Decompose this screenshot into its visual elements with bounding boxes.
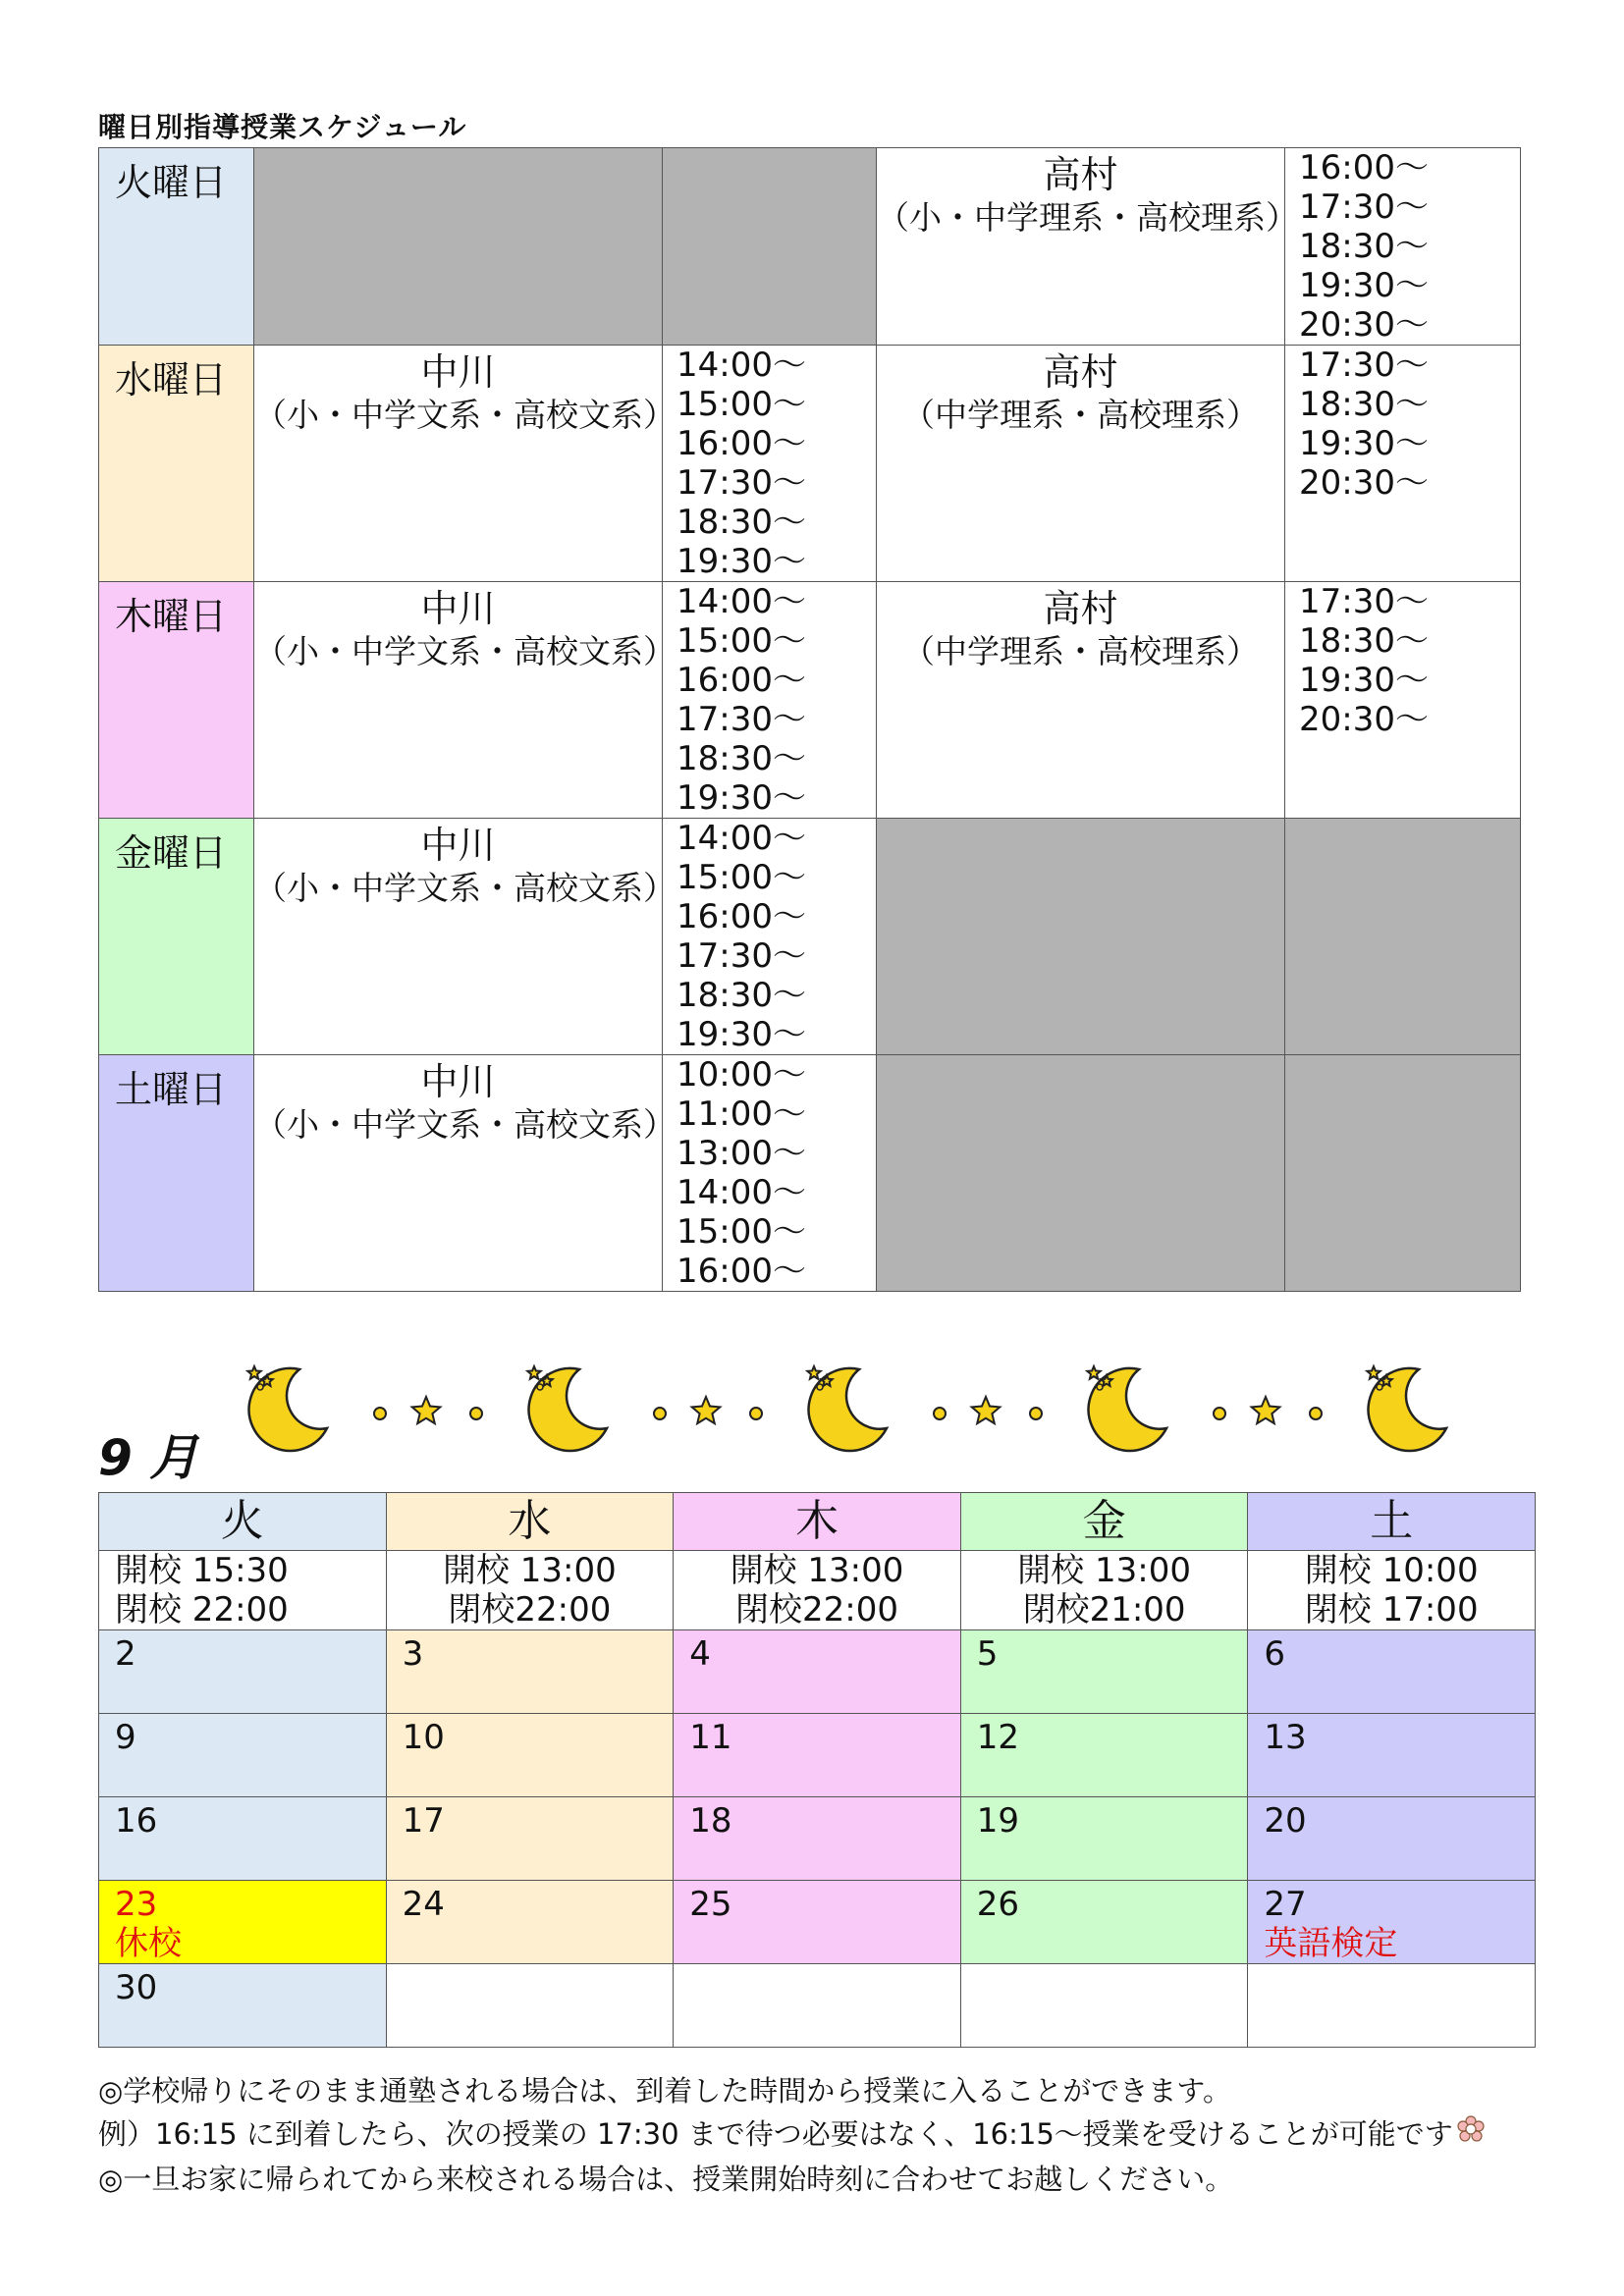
teacher-name: 高村 — [1043, 350, 1118, 394]
day-number: 13 — [1264, 1718, 1307, 1757]
time-slot: 20:30～ — [1299, 305, 1429, 345]
moon-icon — [807, 1366, 887, 1451]
time-slot: 18:30～ — [1299, 621, 1429, 661]
teacher-subjects: （中学理系・高校理系） — [902, 396, 1259, 434]
teacher-cell — [254, 148, 663, 346]
schedule-row — [99, 1055, 1521, 1292]
teacher-cell — [877, 819, 1285, 1055]
hours-line: 閉校 17:00 — [1304, 1590, 1479, 1629]
opening-hours — [960, 1551, 1248, 1630]
day-number: 9 — [115, 1718, 136, 1757]
day-cell: 火曜日 — [99, 148, 254, 346]
hours-line: 閉校 22:00 — [115, 1590, 289, 1629]
calendar-weekday-header: 木 — [674, 1493, 961, 1551]
calendar-day-cell — [960, 1964, 1248, 2048]
teacher-name: 中川 — [420, 1060, 496, 1103]
calendar-day-cell — [1248, 1714, 1536, 1797]
teacher-subjects: （小・中学文系・高校文系） — [254, 396, 676, 434]
dot-icon — [934, 1408, 946, 1419]
time-slot: 19:30～ — [1299, 661, 1429, 700]
time-slot: 15:00～ — [677, 858, 806, 897]
hours-line: 開校 13:00 — [442, 1551, 617, 1590]
calendar-day-cell — [99, 1797, 387, 1881]
moon-icon — [247, 1366, 327, 1451]
calendar-day-cell — [674, 1630, 961, 1714]
day-number: 2 — [115, 1634, 136, 1674]
day-cell: 土曜日 — [99, 1055, 254, 1292]
moon-star-decoration — [241, 1360, 1458, 1458]
time-slot: 18:30～ — [677, 503, 806, 542]
time-slot: 16:00～ — [677, 897, 806, 936]
moon-icon — [527, 1366, 607, 1451]
hours-line: 開校 15:30 — [115, 1551, 289, 1590]
hours-line: 閉校21:00 — [1022, 1590, 1186, 1629]
calendar-day-cell — [386, 1964, 674, 2048]
teacher-name: 高村 — [1043, 587, 1118, 630]
star-icon — [1252, 1397, 1280, 1423]
teacher-name: 中川 — [420, 587, 496, 630]
footer-line-1: ◎学校帰りにそのまま通塾される場合は、到着した時間から授業に入ることができます。 — [98, 2074, 1231, 2108]
day-note: 休校 — [115, 1924, 182, 1963]
calendar-day-cell — [386, 1714, 674, 1797]
teacher-cell — [254, 1055, 676, 1292]
calendar-day-cell — [960, 1881, 1248, 1964]
teacher-subjects: （小・中学理系・高校理系） — [877, 198, 1298, 237]
schedule-row — [99, 148, 1521, 346]
schedule-row — [99, 346, 1521, 582]
footer-line-2: 例）16:15 に到着したら、次の授業の 17:30 まで待つ必要はなく、16:15～授業を受けることが可能です — [98, 2112, 1487, 2158]
time-slot: 15:00～ — [677, 385, 806, 424]
time-slot: 15:00～ — [677, 621, 806, 661]
footer-line-3: ◎一旦お家に帰られてから来校される場合は、授業開始時刻に合わせてお越しください。 — [98, 2163, 1234, 2196]
month-label: 9 月 — [98, 1429, 199, 1486]
calendar-table — [98, 1492, 1536, 2048]
day-number: 12 — [976, 1718, 1020, 1757]
calendar-weekday-header: 金 — [960, 1493, 1248, 1551]
time-list — [663, 148, 877, 346]
opening-hours — [674, 1551, 961, 1630]
day-number: 25 — [689, 1885, 732, 1924]
calendar-day-cell — [674, 1964, 961, 2048]
calendar-day-cell — [99, 1630, 387, 1714]
calendar-day-cell — [99, 1964, 387, 2048]
time-slot: 20:30～ — [1299, 463, 1429, 503]
time-slot: 17:30～ — [1299, 187, 1429, 227]
time-slot: 16:00～ — [677, 424, 806, 463]
calendar-hours-row — [99, 1551, 1536, 1630]
day-number: 5 — [976, 1634, 999, 1674]
day-number: 16 — [115, 1801, 158, 1841]
dot-icon — [750, 1408, 762, 1419]
day-number: 4 — [689, 1634, 711, 1674]
day-number: 6 — [1264, 1634, 1286, 1674]
day-number: 26 — [976, 1885, 1020, 1924]
day-number: 3 — [402, 1634, 424, 1674]
time-slot: 14:00～ — [677, 582, 806, 621]
calendar-day-cell — [386, 1797, 674, 1881]
time-slot: 10:00～ — [677, 1055, 806, 1095]
day-number: 20 — [1264, 1801, 1307, 1841]
time-list — [663, 819, 877, 1055]
time-slot: 16:00～ — [1299, 148, 1429, 187]
page-title: 曜日別指導授業スケジュール — [98, 111, 467, 143]
calendar-day-cell — [960, 1714, 1248, 1797]
time-list — [663, 346, 877, 582]
day-cell: 水曜日 — [99, 346, 254, 582]
calendar-weekday-header: 土 — [1248, 1493, 1536, 1551]
teacher-subjects: （小・中学文系・高校文系） — [254, 1105, 676, 1144]
time-list — [1285, 346, 1521, 582]
star-icon — [692, 1397, 721, 1423]
time-slot: 17:30～ — [677, 700, 806, 739]
hours-line: 開校 13:00 — [1017, 1551, 1191, 1590]
time-slot: 16:00～ — [677, 1252, 806, 1291]
moon-icon — [1367, 1366, 1446, 1451]
calendar-week-row — [99, 1881, 1536, 1964]
schedule-row — [99, 582, 1521, 819]
time-slot: 15:00～ — [677, 1212, 806, 1252]
time-slot: 14:00～ — [677, 1173, 806, 1212]
teacher-cell — [254, 582, 676, 819]
opening-hours — [1248, 1551, 1536, 1630]
footer-notes — [98, 2069, 1487, 2201]
time-slot: 17:30～ — [1299, 582, 1429, 621]
time-slot: 18:30～ — [677, 976, 806, 1015]
calendar-day-cell — [960, 1630, 1248, 1714]
teacher-cell — [254, 346, 676, 582]
flower-icon — [1455, 2114, 1487, 2158]
day-number: 30 — [115, 1968, 158, 2007]
time-list — [1285, 582, 1521, 819]
calendar-week-row — [99, 1714, 1536, 1797]
opening-hours — [99, 1551, 387, 1630]
hours-line: 閉校22:00 — [448, 1590, 612, 1629]
calendar-header-row — [99, 1493, 1536, 1551]
time-slot: 16:00～ — [677, 661, 806, 700]
teacher-cell — [877, 1055, 1285, 1292]
day-number: 10 — [402, 1718, 445, 1757]
time-list — [663, 582, 877, 819]
calendar-day-cell — [386, 1630, 674, 1714]
day-cell: 金曜日 — [99, 819, 254, 1055]
calendar-weekday-header: 火 — [99, 1493, 387, 1551]
time-slot: 11:00～ — [677, 1095, 806, 1134]
teacher-subjects: （小・中学文系・高校文系） — [254, 869, 676, 907]
time-slot: 17:30～ — [677, 936, 806, 976]
time-slot: 19:30～ — [1299, 424, 1429, 463]
hours-line: 閉校22:00 — [734, 1590, 898, 1629]
time-slot: 19:30～ — [1299, 266, 1429, 305]
calendar-day-cell — [99, 1714, 387, 1797]
dot-icon — [470, 1408, 482, 1419]
teacher-cell — [877, 582, 1285, 819]
calendar-day-cell — [1248, 1964, 1536, 2048]
dot-icon — [1214, 1408, 1225, 1419]
calendar-day-cell — [386, 1881, 674, 1964]
teacher-cell — [877, 346, 1285, 582]
calendar-day-cell — [674, 1797, 961, 1881]
time-slot: 18:30～ — [677, 739, 806, 778]
time-slot: 14:00～ — [677, 819, 806, 858]
day-number: 27 — [1264, 1885, 1307, 1924]
schedule-table — [98, 147, 1521, 1292]
star-icon — [972, 1397, 1001, 1423]
teacher-subjects: （中学理系・高校理系） — [902, 632, 1259, 670]
time-list — [663, 1055, 877, 1292]
day-number: 18 — [689, 1801, 732, 1841]
calendar-day-cell — [99, 1881, 387, 1964]
time-slot: 19:30～ — [677, 778, 806, 818]
day-number: 17 — [402, 1801, 445, 1841]
opening-hours — [386, 1551, 674, 1630]
time-list — [1285, 1055, 1521, 1292]
day-number: 11 — [689, 1718, 732, 1757]
calendar-day-cell — [674, 1714, 961, 1797]
time-slot: 13:00～ — [677, 1134, 806, 1173]
day-number: 19 — [976, 1801, 1020, 1841]
calendar-week-row — [99, 1797, 1536, 1881]
schedule-row — [99, 819, 1521, 1055]
teacher-name: 中川 — [420, 350, 496, 394]
time-slot: 18:30～ — [1299, 385, 1429, 424]
calendar-day-cell — [1248, 1797, 1536, 1881]
teacher-subjects: （小・中学文系・高校文系） — [254, 632, 676, 670]
calendar-week-row — [99, 1964, 1536, 2048]
teacher-cell — [254, 819, 676, 1055]
moon-icon — [1087, 1366, 1166, 1451]
time-slot: 17:30～ — [1299, 346, 1429, 385]
day-number: 23 — [115, 1885, 158, 1924]
calendar-day-cell — [1248, 1630, 1536, 1714]
time-slot: 17:30～ — [677, 463, 806, 503]
calendar-weekday-header: 水 — [386, 1493, 674, 1551]
dot-icon — [654, 1408, 666, 1419]
hours-line: 開校 13:00 — [730, 1551, 904, 1590]
time-slot: 18:30～ — [1299, 227, 1429, 266]
calendar-day-cell — [960, 1797, 1248, 1881]
calendar-week-row — [99, 1630, 1536, 1714]
dot-icon — [1030, 1408, 1042, 1419]
time-list — [1285, 148, 1521, 346]
day-note: 英語検定 — [1264, 1924, 1398, 1963]
time-slot: 20:30～ — [1299, 700, 1429, 739]
teacher-name: 中川 — [420, 824, 496, 867]
time-list — [1285, 819, 1521, 1055]
hours-line: 開校 10:00 — [1304, 1551, 1479, 1590]
dot-icon — [374, 1408, 386, 1419]
time-slot: 19:30～ — [677, 542, 806, 581]
time-slot: 14:00～ — [677, 346, 806, 385]
day-number: 24 — [402, 1885, 445, 1924]
calendar-day-cell — [674, 1881, 961, 1964]
teacher-name: 高村 — [1043, 153, 1118, 196]
star-icon — [412, 1397, 441, 1423]
time-slot: 19:30～ — [677, 1015, 806, 1054]
teacher-cell — [877, 148, 1298, 346]
calendar-day-cell — [1248, 1881, 1536, 1964]
dot-icon — [1310, 1408, 1322, 1419]
day-cell: 木曜日 — [99, 582, 254, 819]
